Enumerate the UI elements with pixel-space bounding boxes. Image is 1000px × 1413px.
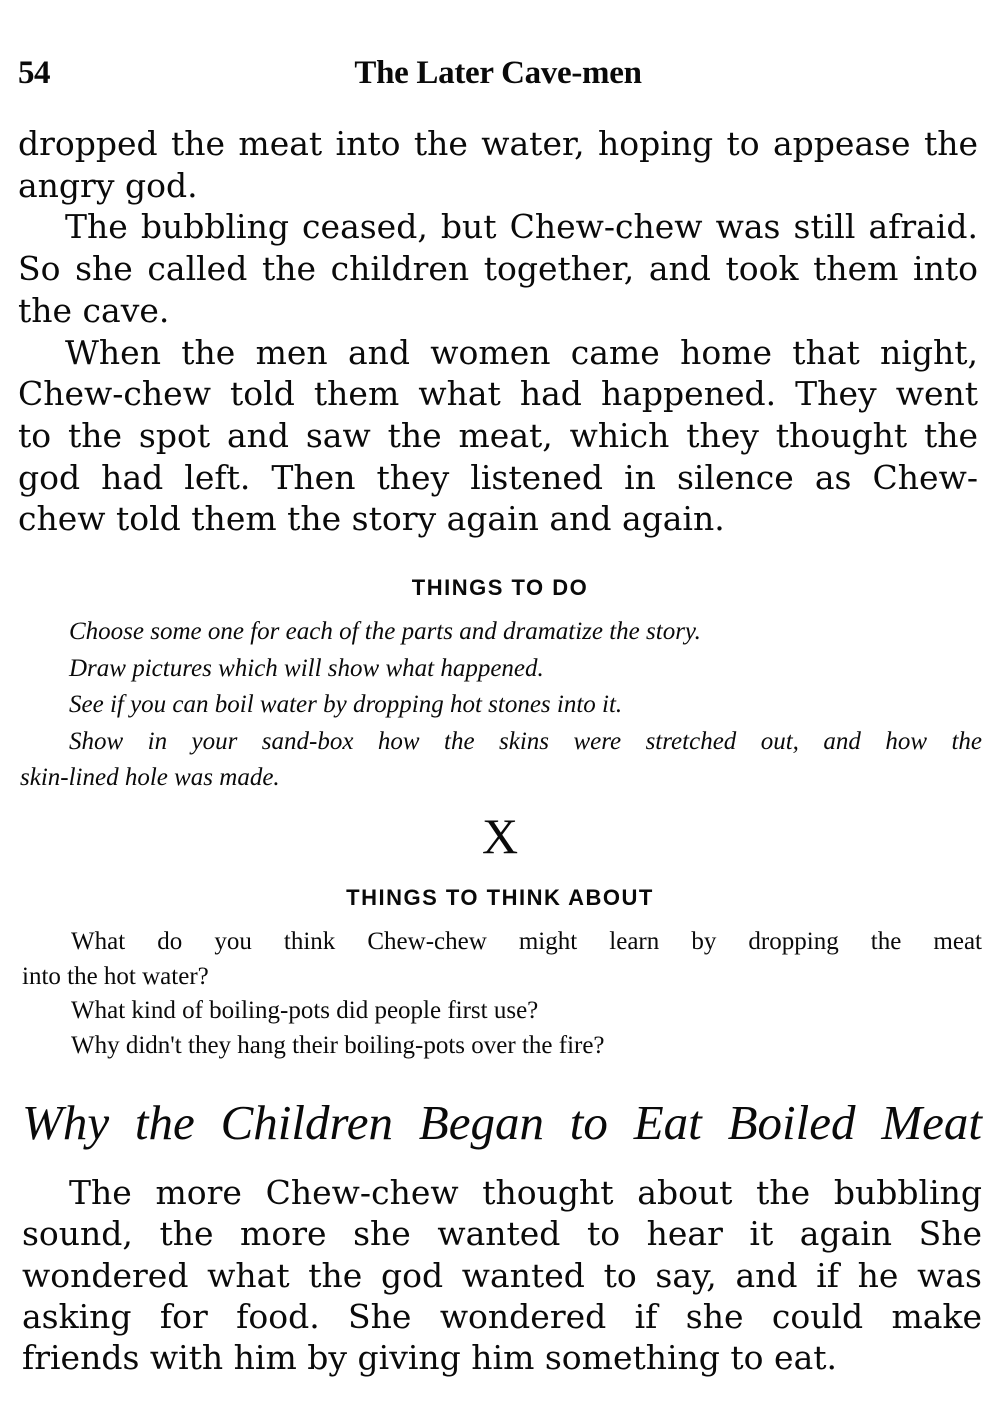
text-line: to the spot and saw the meat, which they thought the <box>18 415 978 455</box>
things-to-do-list <box>20 614 982 797</box>
text-line: Chew-chew told them what had happened. They went <box>18 374 978 414</box>
text-line: angry god. <box>18 165 198 205</box>
story-continuation <box>18 123 978 540</box>
story-title: Why the Children Began to Eat Boiled Meat <box>22 1095 982 1150</box>
text-line: wondered what the god wanted to say, and if he was <box>22 1255 982 1295</box>
text-line: The bubbling ceased, but Chew-chew was still afraid. <box>65 207 978 247</box>
list-item: Show in your sand-box how the skins were stretched out, and how the <box>69 727 982 755</box>
text-line: dropped the meat into the water, hoping to appease the <box>18 124 978 163</box>
list-item: See if you can boil water by dropping hot stones into it. <box>69 691 623 719</box>
text-line: sound, the more she wanted to hear it again She <box>22 1214 982 1254</box>
question: What do you think Chew-chew might learn by dropping the meat <box>71 928 982 955</box>
question: Why didn't they hang their boiling-pots over the fire? <box>71 1031 605 1059</box>
story-opening <box>22 1172 982 1378</box>
list-item-continuation: skin-lined hole was made. <box>20 764 280 792</box>
list-item: Draw pictures which will show what happened. <box>69 654 544 682</box>
text-line: friends with him by giving him something to eat. <box>22 1338 837 1378</box>
page-header <box>18 55 978 99</box>
text-line: the cave. <box>18 290 170 330</box>
things-to-think-about-heading: THINGS TO THINK ABOUT <box>346 885 654 910</box>
list-item: Choose some one for each of the parts and dramatize the story. <box>69 618 701 645</box>
text-line: So she called the children together, and took them into <box>18 249 978 289</box>
page-number: 54 <box>18 55 50 91</box>
question-continuation: into the hot water? <box>22 962 209 990</box>
text-line: asking for food. She wondered if she could make <box>22 1296 982 1336</box>
text-line: god had left. Then they listened in silence as Chew- <box>18 457 978 497</box>
things-to-do-heading: THINGS TO DO <box>411 575 589 600</box>
text-line: The more Chew-chew thought about the bubbling <box>69 1173 982 1212</box>
text-line: chew told them the story again and again. <box>18 499 725 539</box>
things-to-think-about-list <box>22 925 982 1063</box>
chapter-number: X <box>481 808 519 864</box>
running-head: The Later Cave-men <box>354 55 642 91</box>
text-line: When the men and women came home that night, <box>65 332 978 372</box>
question: What kind of boiling-pots did people first use? <box>71 997 539 1024</box>
